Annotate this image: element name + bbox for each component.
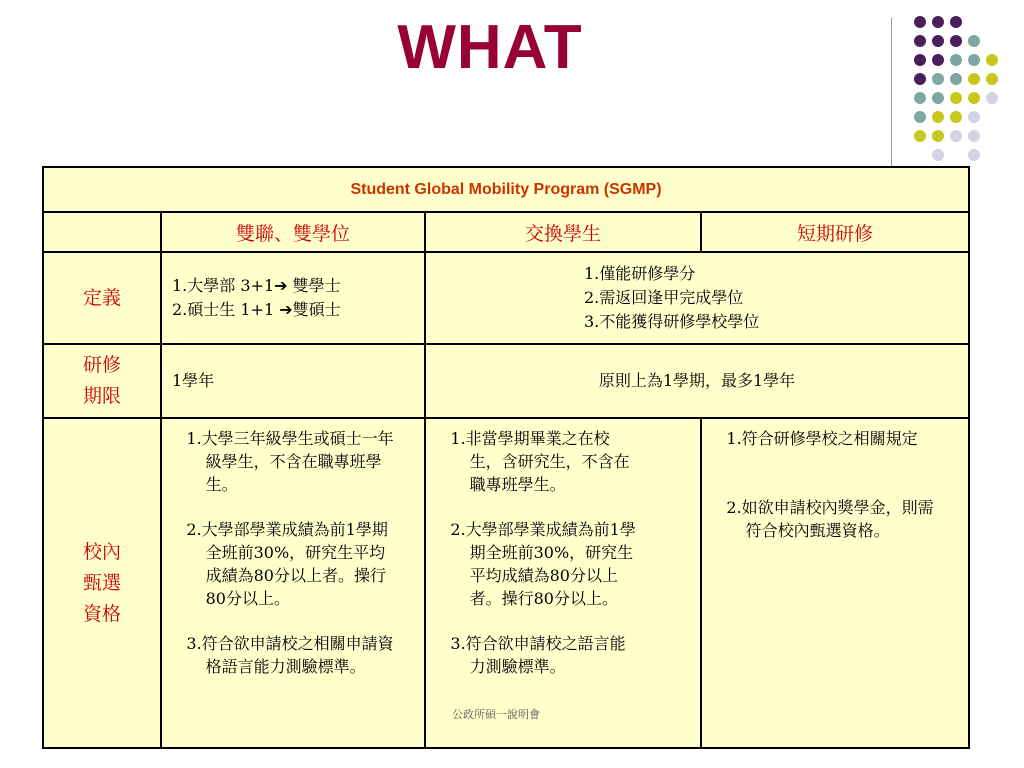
duration-shared-cell: 原則上為1學期，最多1學年 [425,344,969,418]
definition-shared-line: 3.不能獲得研修學校學位 [584,312,760,331]
definition-dual-line: 1.大學部 3+1➔ 雙學士 [172,276,341,295]
eligibility-dual-item: 2.大學部學業成績為前1學期全班前30%，研究生平均成績為80分以上者。操行80分以上。 [186,520,388,608]
eligibility-exchange-item: 3.符合欲申請校之語言能力測驗標準。 [450,634,626,676]
item-gap [172,496,394,518]
eligibility-short-term-cell [701,418,969,748]
eligibility-dual-item: 1.大學三年級學生或碩士一年級學生，不含在職專班學生。 [186,429,394,494]
decor-dot [950,73,962,85]
decor-dot [914,54,926,66]
row-label-definition: 定義 [43,252,161,344]
decor-dot [968,35,980,47]
decor-dot [968,92,980,104]
sgmp-table [42,166,970,749]
eligibility-dual-item: 3.符合欲申請校之相關申請資格語言能力測驗標準。 [186,634,394,676]
table-title-row [43,167,969,212]
duration-dual-cell: 1學年 [161,344,425,418]
decor-dot [932,54,944,66]
decor-dot [986,73,998,85]
row-definition [43,252,969,344]
row-label-eligibility [43,418,161,748]
table-title: Student Global Mobility Program (SGMP) [43,167,969,212]
decor-dot [914,73,926,85]
decor-dot [914,16,926,28]
decor-dot [950,54,962,66]
decor-dot [950,35,962,47]
decor-dot [950,92,962,104]
decor-dot [932,35,944,47]
eligibility-exchange-item: 2.大學部學業成績為前1學期全班前30%，研究生平均成績為80分以上者。操行80分以上。 [450,520,636,608]
decor-dot [932,111,944,123]
decor-dot [986,92,998,104]
decor-dot [950,130,962,142]
decor-dot [968,111,980,123]
row-label-duration-line: 研修 [82,354,121,376]
eligibility-short-term-item: 2.如欲申請校內獎學金，則需符合校內甄選資格。 [726,498,934,540]
decor-dot [932,92,944,104]
decor-dot [914,35,926,47]
definition-shared-line: 1.僅能研修學分 [584,264,696,283]
row-label-eligibility-line: 校內 [82,540,121,563]
header-short-term: 短期研修 [701,212,969,252]
decor-dot [932,149,944,161]
definition-dual-cell [161,252,425,344]
decor-dot [914,111,926,123]
definition-shared-line: 2.需返回逢甲完成學位 [584,288,744,307]
row-label-eligibility-line: 甄選 [82,571,121,594]
item-gap [712,450,944,496]
decor-dot [968,130,980,142]
header-exchange: 交換學生 [425,212,701,252]
decor-dot [932,16,944,28]
decor-dot [932,130,944,142]
row-label-duration-line: 期限 [82,385,121,407]
item-gap [172,610,394,632]
eligibility-dual-cell [161,418,425,748]
slide-title: WHAT [397,13,583,82]
decor-dot [932,73,944,85]
decor-dot [968,73,980,85]
decor-dot [968,149,980,161]
definition-dual-line: 2.碩士生 1+1 ➔雙碩士 [172,300,341,319]
decor-dot [968,54,980,66]
decorative-dot-grid [900,10,1010,170]
header-dual-degree: 雙聯、雙學位 [161,212,425,252]
item-gap [436,610,640,632]
divider-line [891,18,892,166]
row-duration [43,344,969,418]
table-header-row [43,212,969,252]
definition-shared-cell [425,252,969,344]
eligibility-exchange-item: 1.非當學期畢業之在校生，含研究生，不含在職專班學生。 [450,429,630,494]
decor-dot [950,111,962,123]
header-empty-cell [43,212,161,252]
decor-dot [914,130,926,142]
decor-dot [950,16,962,28]
row-label-duration [43,344,161,418]
row-eligibility [43,418,969,748]
eligibility-exchange-cell [425,418,701,748]
item-gap [436,496,640,518]
row-label-eligibility-line: 資格 [82,602,121,625]
eligibility-short-term-item: 1.符合研修學校之相關規定 [726,429,918,448]
decor-dot [914,92,926,104]
footer-note: 公政所碩一說明會 [452,708,540,721]
decor-dot [986,54,998,66]
